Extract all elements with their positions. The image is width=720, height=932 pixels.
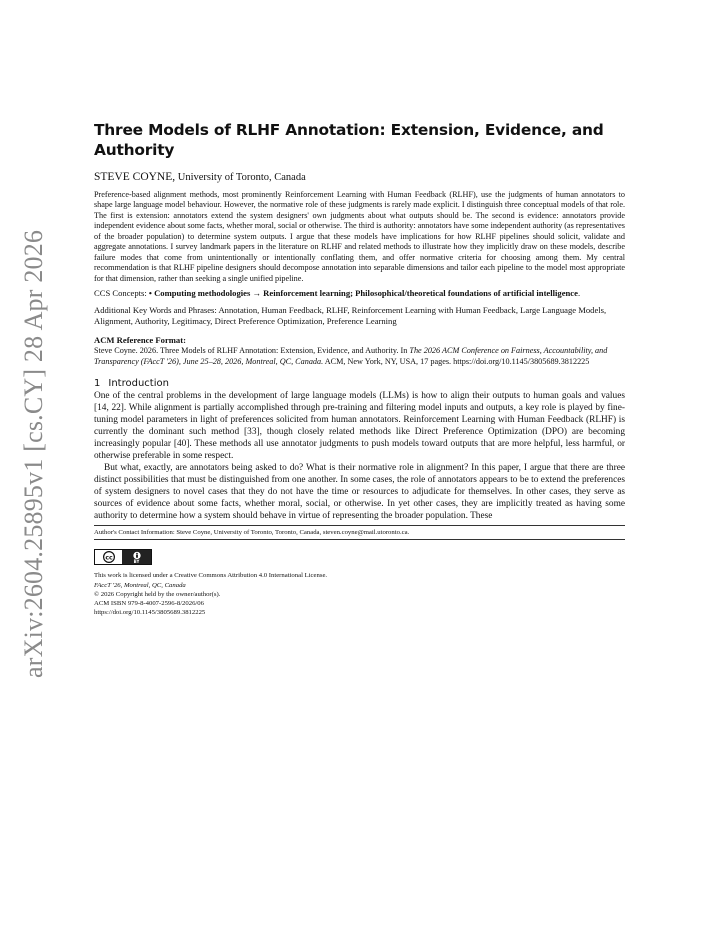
ccs-end: . [577,288,581,299]
footnote-rule [94,525,625,526]
svg-text:cc: cc [104,554,113,562]
ccs-text: • Computing methodologies → Reinforcement learning; Philosophical/theoretical foundations of artificial intelligence [148,288,578,299]
attribution-icon [122,550,151,564]
cc-by-badge[interactable] [94,549,152,565]
reference-prefix: Steve Coyne. 2026. Three Models of RLHF Annotation: Extension, Evidence, and Authority. In [94,346,410,356]
author-line [94,171,625,184]
paper-first-page [94,120,625,618]
reference-venue: The 2026 ACM Conference on Fairness, Accountability, and Transparency (FAccT '26), June 25–28, 2026, Montreal, QC, Canada. [94,346,608,366]
cc-badge-label: BY [133,558,140,564]
cc-logo-icon [95,550,122,564]
copyright-line: © 2026 Copyright held by the owner/author(s). [94,590,221,598]
paragraph: One of the central problems in the development of large language models (LLMs) is how to align their outputs to human goals and values [14, 22]. While alignment is partially accomplished through pre-training and filtering model inputs and outputs, a key role is played by fine-tuning model parameters in light of preferences solicited from human annotators. Reinforcement Learning with Human Feedback (RLHF) is currently the dominant such method [33], though closely related methods like Direct Preference Optimization (DPO) are becoming increasingly popular [40]. These methods all use annotator judgments to push models toward outputs that are more helpful, less harmful, or otherwise preferable in some respect. [94,391,625,462]
footer-rule [94,539,625,540]
license-block [94,571,625,617]
ccs-label: CCS Concepts: [94,288,149,299]
paragraph: But what, exactly, are annotators being asked to do? What is their normative role in alignment? In this paper, I argue that there are three distinct possibilities that must be distinguished from one another. In some cases, the role of annotators appears to be to extend the preferences of system designers to novel cases that they do not have the time or resources to adjudicate for themselves. In other cases, they serve as sources of evidence about some facts, whether moral, social, or otherwise. In yet other cases, they are implicitly treated as having some authority to determine how a system should behave in virtue of representing the broader population. These [94,463,625,522]
arxiv-sidebar-stamp: arXiv:2604.25895v1 [cs.CY] 28 Apr 2026 [19,229,48,678]
author-name: STEVE COYNE, [94,171,176,183]
abstract: Preference-based alignment methods, most prominently Reinforcement Learning with Human Feedback (RLHF), use the judgments of human annotators to shape large language model behaviour. However, the normative role of these judgments is rarely made explicit. I distinguish three conceptual models of that role. The first is extension: annotators extend the system designers' own judgments about what outputs should be. The second is evidence: annotators provide independent evidence about some facts, whether moral, social or otherwise. The third is authority: annotators have some independent authority (as representatives of the broader population) to determine system outputs. I argue that these models have implications for how RLHF pipelines should solicit, validate and aggregate annotations. I survey landmark papers in the literature on RLHF and related methods to illustrate how they implicitly draw on these models, describe failure modes that come from unintentionally or intentionally conflating them, and offer normative criteria for choosing among them. My central recommendation is that RLHF pipeline designers should decompose annotation into separable dimensions and tailor each pipeline to the model most appropriate for that dimension, rather than seeking a single unified pipeline. [94,190,625,283]
section-title: Introduction [108,378,169,390]
isbn-line: ACM ISBN 979-8-4007-2596-8/2026/06 [94,600,204,608]
reference-format [94,346,625,367]
section-heading [94,377,625,390]
doi-link[interactable]: https://doi.org/10.1145/3805689.3812225 [94,609,206,617]
reference-suffix: ACM, New York, NY, USA, 17 pages. https://doi.org/10.1145/3805689.3812225 [323,356,590,366]
author-contact-info: Author's Contact Information: Steve Coyne, University of Toronto, Toronto, Canada, steven.coyne@mail.utoronto.ca. [94,529,410,537]
paper-title: Three Models of RLHF Annotation: Extension, Evidence, and Authority [94,121,604,159]
author-affiliation: University of Toronto, Canada [177,172,306,183]
reference-format-heading: ACM Reference Format: [94,335,186,346]
license-line: This work is licensed under a Creative Commons Attribution 4.0 International License. [94,572,328,580]
ccs-concepts [94,288,625,299]
introduction-body [94,390,625,522]
keywords: Additional Key Words and Phrases: Annotation, Human Feedback, RLHF, Reinforcement Learning with Human Feedback, Large Language Models, Alignment, Authority, Legitimacy, Direct Preference Optimization, Preference Learning [94,305,607,327]
section-number: 1 [94,378,101,390]
venue-line: FAccT '26, Montreal, QC, Canada [94,581,186,589]
